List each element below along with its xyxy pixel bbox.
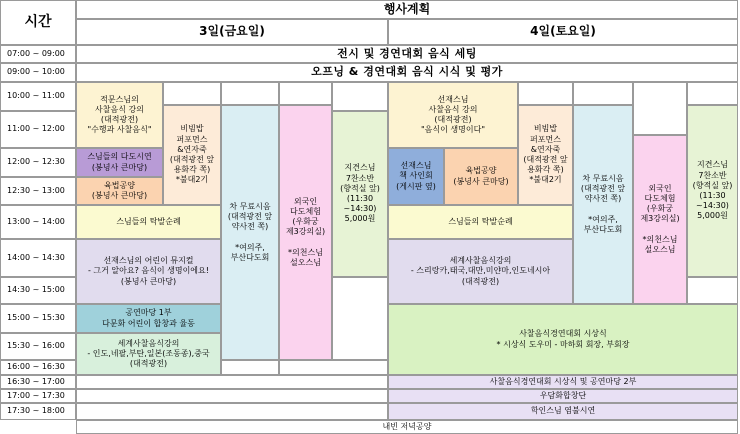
fri-blank-a bbox=[163, 82, 221, 105]
fri-yakbap: 육법공양 (봉녕사 큰마당) bbox=[76, 177, 163, 205]
fri-bibimbap: 비빔밥 퍼포먼스 &연자죽 (대적광전 앞 용화각 쪽) *불대2기 bbox=[163, 105, 221, 205]
time-slot: 15:00 ~ 15:30 bbox=[0, 304, 76, 333]
fri-empty-1 bbox=[332, 277, 388, 360]
sat-foreign-tea: 외국인 다도체험 (우화궁 제3강의실) *의천스님 설오스님 bbox=[633, 135, 687, 304]
sat-blank-d bbox=[687, 82, 738, 105]
fri-jigyeon: 지견스님 7찬소반 (향적실 앞) (11:30 ~14:30) 5,000원 bbox=[332, 111, 388, 277]
fri-empty-6 bbox=[76, 403, 388, 420]
fri-blank-b bbox=[221, 82, 279, 105]
sat-yeombul: 학인스님 염불시연 bbox=[388, 403, 738, 420]
fri-blank-c bbox=[279, 82, 332, 105]
fri-empty-5 bbox=[76, 389, 388, 403]
sat-award-stage2: 사찰음식경연대회 시상식 및 공연마당 2부 bbox=[388, 375, 738, 389]
fri-takbal: 스님들의 탁발순례 bbox=[76, 205, 221, 239]
sat-free-tea: 차 무료시음 (대적광전 앞 약사전 쪽) *여의주, 부산다도회 bbox=[573, 105, 633, 304]
time-slot: 11:00 ~ 12:00 bbox=[0, 111, 76, 148]
sat-contest-award: 사찰음식경연대회 시상식 * 시상식 도우미 - 마하회 회장, 부회장 bbox=[388, 304, 738, 375]
fri-world-lecture: 세계사찰음식강의 - 인도,네팔,부탄,일본(조동종),중국 (대적광전) bbox=[76, 333, 221, 375]
time-slot: 12:30 ~ 13:00 bbox=[0, 177, 76, 205]
fri-free-tea: 차 무료시음 (대적광전 앞 약사전 쪽) *여의주, 부산다도회 bbox=[221, 105, 279, 360]
time-slot: 13:00 ~ 14:00 bbox=[0, 205, 76, 239]
fri-tea-demo: 스님들의 다도시연 (봉녕사 큰마당) bbox=[76, 148, 163, 177]
setup-row: 전시 및 경연대회 음식 세팅 bbox=[76, 45, 738, 63]
dinner-row: 내빈 저녁공양 bbox=[76, 420, 738, 434]
time-slot: 10:00 ~ 11:00 bbox=[0, 82, 76, 111]
sat-choir: 우담화합창단 bbox=[388, 389, 738, 403]
fri-lecture: 적문스님의 사찰음식 강의 (대적광전) "수행과 사찰음식" bbox=[76, 82, 163, 148]
fri-foreign-tea: 외국인 다도체험 (우화궁 제3강의실) *의천스님 설오스님 bbox=[279, 105, 332, 360]
sat-blank-b bbox=[573, 82, 633, 105]
time-slot: 14:00 ~ 14:30 bbox=[0, 239, 76, 277]
schedule-title: 행사계획 bbox=[76, 0, 738, 19]
time-slot: 17:30 ~ 18:00 bbox=[0, 403, 76, 420]
sat-bibimbap: 비빔밥 퍼포먼스 &연자죽 (대적광전 앞 용화각 쪽) *불대2기 bbox=[518, 105, 573, 205]
fri-empty-4 bbox=[76, 375, 388, 389]
sat-lecture: 선재스님 사찰음식 강의 (대적광전) "음식이 생명이다" bbox=[388, 82, 518, 148]
time-slot: 14:30 ~ 15:00 bbox=[0, 277, 76, 304]
fri-stage1: 공연마당 1부 다문화 어린이 합창과 율동 bbox=[76, 304, 221, 333]
fri-musical: 선재스님의 어린이 뮤지컬 - 그거 알아요? 음식이 생명이에요! (봉녕사 큰마당) bbox=[76, 239, 221, 304]
time-slot: 16:00 ~ 16:30 bbox=[0, 360, 76, 375]
opening-row: 오프닝 & 경연대회 음식 시식 및 평가 bbox=[76, 63, 738, 82]
day1-header: 3일(금요일) bbox=[76, 19, 388, 45]
fri-empty-2 bbox=[221, 360, 279, 375]
time-slot: 15:30 ~ 16:00 bbox=[0, 333, 76, 360]
time-slot: 09:00 ~ 10:00 bbox=[0, 63, 76, 82]
time-column-header: 시간 bbox=[0, 0, 76, 45]
time-slot: 16:30 ~ 17:00 bbox=[0, 375, 76, 389]
sat-blank-c bbox=[633, 82, 687, 135]
day2-header: 4일(토요일) bbox=[388, 19, 738, 45]
time-slot: 12:00 ~ 12:30 bbox=[0, 148, 76, 177]
sat-jigyeon: 지견스님 7찬소반 (향적실 앞) (11:30 ~14:30) 5,000원 bbox=[687, 105, 738, 277]
sat-blank-a bbox=[518, 82, 573, 105]
fri-empty-3 bbox=[279, 360, 388, 375]
fri-blank-d bbox=[332, 82, 388, 111]
sat-book-signing: 선재스님 책 사인회 (게시판 옆) bbox=[388, 148, 444, 205]
sat-empty-1 bbox=[687, 277, 738, 304]
sat-takbal: 스님들의 탁발순례 bbox=[388, 205, 573, 239]
time-slot: 17:00 ~ 17:30 bbox=[0, 389, 76, 403]
time-slot: 07:00 ~ 09:00 bbox=[0, 45, 76, 63]
sat-world-lecture: 세계사찰음식강의 - 스리랑카,태국,대만,미얀마,인도네시아 (대적광전) bbox=[388, 239, 573, 304]
sat-yakbap: 육법공양 (봉녕사 큰마당) bbox=[444, 148, 518, 205]
